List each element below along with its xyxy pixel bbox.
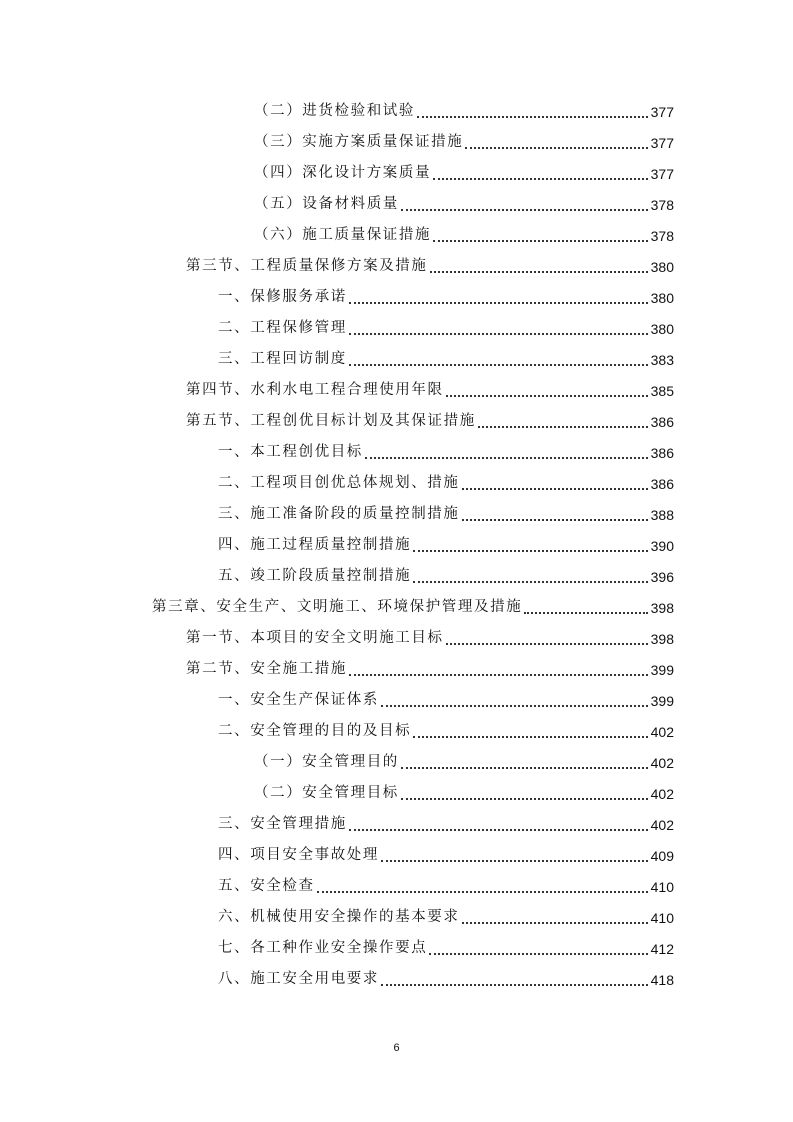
toc-dot-leader <box>433 240 648 242</box>
toc-entry[interactable] <box>218 902 674 933</box>
toc-dot-leader <box>462 519 648 521</box>
toc-entry-page: 378 <box>650 227 674 244</box>
toc-entry-title: 二、工程项目创优总体规划、措施 <box>218 475 460 492</box>
toc-entry-title: 五、竣工阶段质量控制措施 <box>218 568 412 585</box>
toc-entry[interactable] <box>186 654 674 685</box>
toc-dot-leader <box>349 364 648 366</box>
toc-entry[interactable] <box>254 158 674 189</box>
toc-entry-page: 386 <box>650 444 674 461</box>
toc-entry-page: 402 <box>650 723 674 740</box>
toc-entry[interactable] <box>218 468 674 499</box>
toc-entry-title: 六、机械使用安全操作的基本要求 <box>218 909 460 926</box>
toc-entry-title: （四）深化设计方案质量 <box>254 165 432 182</box>
toc-entry-page: 383 <box>650 351 674 368</box>
toc-dot-leader <box>381 860 648 862</box>
toc-dot-leader <box>349 302 648 304</box>
toc-dot-leader <box>429 953 647 955</box>
toc-dot-leader <box>446 643 648 645</box>
toc-entry-page: 377 <box>650 134 674 151</box>
toc-entry-title: 七、各工种作业安全操作要点 <box>218 940 428 957</box>
toc-entry-title: 第二节、安全施工措施 <box>186 661 347 678</box>
toc-dot-leader <box>413 581 647 583</box>
toc-entry[interactable] <box>254 127 674 158</box>
toc-entry-page: 377 <box>650 165 674 182</box>
toc-entry-page: 396 <box>650 568 674 585</box>
toc-entry-page: 390 <box>650 537 674 554</box>
toc-entry-title: （三）实施方案质量保证措施 <box>254 134 464 151</box>
toc-dot-leader <box>524 612 647 614</box>
toc-entry[interactable] <box>186 375 674 406</box>
toc-entry-page: 398 <box>650 599 674 616</box>
toc-dot-leader <box>349 829 648 831</box>
toc-entry-page: 378 <box>650 196 674 213</box>
toc-entry-page: 409 <box>650 847 674 864</box>
toc-dot-leader <box>417 116 648 118</box>
toc-entry-title: 八、施工安全用电要求 <box>218 971 379 988</box>
toc-dot-leader <box>365 457 648 459</box>
toc-entry-title: （五）设备材料质量 <box>254 196 399 213</box>
toc-dot-leader <box>401 209 648 211</box>
toc-entry[interactable] <box>218 933 674 964</box>
toc-dot-leader <box>381 984 648 986</box>
toc-entry-title: 三、安全管理措施 <box>218 816 347 833</box>
toc-entry[interactable] <box>254 96 674 127</box>
toc-entry[interactable] <box>218 685 674 716</box>
toc-dot-leader <box>462 488 648 490</box>
toc-entry[interactable] <box>218 561 674 592</box>
toc-entry[interactable] <box>254 778 674 809</box>
toc-entry-page: 410 <box>650 878 674 895</box>
toc-entry-page: 399 <box>650 661 674 678</box>
toc-entry-page: 380 <box>650 258 674 275</box>
toc-dot-leader <box>317 891 648 893</box>
toc-dot-leader <box>462 922 648 924</box>
toc-entry-title: 四、项目安全事故处理 <box>218 847 379 864</box>
toc-entry-page: 402 <box>650 785 674 802</box>
toc-entry-title: 第四节、水利水电工程合理使用年限 <box>186 382 444 399</box>
toc-entry[interactable] <box>186 251 674 282</box>
toc-entry-page: 385 <box>650 382 674 399</box>
toc-entry-page: 380 <box>650 320 674 337</box>
toc-entry[interactable] <box>254 220 674 251</box>
toc-entry-title: 二、工程保修管理 <box>218 320 347 337</box>
toc-entry-page: 410 <box>650 909 674 926</box>
toc-entry[interactable] <box>218 313 674 344</box>
toc-entry-page: 418 <box>650 971 674 988</box>
toc-entry-page: 377 <box>650 103 674 120</box>
toc-entry-page: 386 <box>650 475 674 492</box>
toc-entry[interactable] <box>218 871 674 902</box>
toc-entry[interactable] <box>218 344 674 375</box>
toc-entry-page: 386 <box>650 413 674 430</box>
toc-entry-title: 三、施工准备阶段的质量控制措施 <box>218 506 460 523</box>
toc-dot-leader <box>413 550 647 552</box>
toc-entry[interactable] <box>218 282 674 313</box>
toc-entry-page: 398 <box>650 630 674 647</box>
toc-entry[interactable] <box>218 964 674 995</box>
toc-entry-page: 402 <box>650 754 674 771</box>
toc-entry-title: 五、安全检查 <box>218 878 315 895</box>
toc-entry-title: 四、施工过程质量控制措施 <box>218 537 412 554</box>
toc-dot-leader <box>430 271 648 273</box>
toc-entry-page: 399 <box>650 692 674 709</box>
page-number: 6 <box>393 1042 400 1054</box>
toc-entry[interactable] <box>218 716 674 747</box>
toc-dot-leader <box>413 736 647 738</box>
toc-entry[interactable] <box>218 840 674 871</box>
toc-entry[interactable] <box>218 809 674 840</box>
toc-entry[interactable] <box>218 437 674 468</box>
toc-dot-leader <box>401 767 648 769</box>
toc-entry-title: 第五节、工程创优目标计划及其保证措施 <box>186 413 476 430</box>
toc-entry-title: 三、工程回访制度 <box>218 351 347 368</box>
toc-entry-title: 第一节、本项目的安全文明施工目标 <box>186 630 444 647</box>
toc-dot-leader <box>349 674 648 676</box>
toc-entry-title: 二、安全管理的目的及目标 <box>218 723 412 740</box>
toc-dot-leader <box>478 426 648 428</box>
toc-entry-page: 380 <box>650 289 674 306</box>
toc-entry[interactable] <box>186 623 674 654</box>
toc-entry[interactable] <box>254 747 674 778</box>
toc-entry-title: 一、安全生产保证体系 <box>218 692 379 709</box>
toc-entry[interactable] <box>254 189 674 220</box>
toc-entry[interactable] <box>218 530 674 561</box>
toc-entry-title: （六）施工质量保证措施 <box>254 227 432 244</box>
toc-entry-title: 一、本工程创优目标 <box>218 444 363 461</box>
toc-entry-page: 402 <box>650 816 674 833</box>
toc-entry-title: （二）进货检验和试验 <box>254 103 415 120</box>
toc-dot-leader <box>401 798 648 800</box>
toc-dot-leader <box>381 705 648 707</box>
toc-entry-title: 第三章、安全生产、文明施工、环境保护管理及措施 <box>152 599 523 616</box>
toc-entry-title: （二）安全管理目标 <box>254 785 399 802</box>
toc-entry-title: （一）安全管理目的 <box>254 754 399 771</box>
toc-entry-title: 一、保修服务承诺 <box>218 289 347 306</box>
toc-entry[interactable] <box>152 592 674 623</box>
toc-dot-leader <box>446 395 648 397</box>
toc-entry-title: 第三节、工程质量保修方案及措施 <box>186 258 428 275</box>
toc-entry-page: 388 <box>650 506 674 523</box>
toc-dot-leader <box>465 147 647 149</box>
toc-entry-page: 412 <box>650 940 674 957</box>
toc-dot-leader <box>433 178 648 180</box>
toc-dot-leader <box>349 333 648 335</box>
toc-entry[interactable] <box>186 406 674 437</box>
toc-entry[interactable] <box>218 499 674 530</box>
